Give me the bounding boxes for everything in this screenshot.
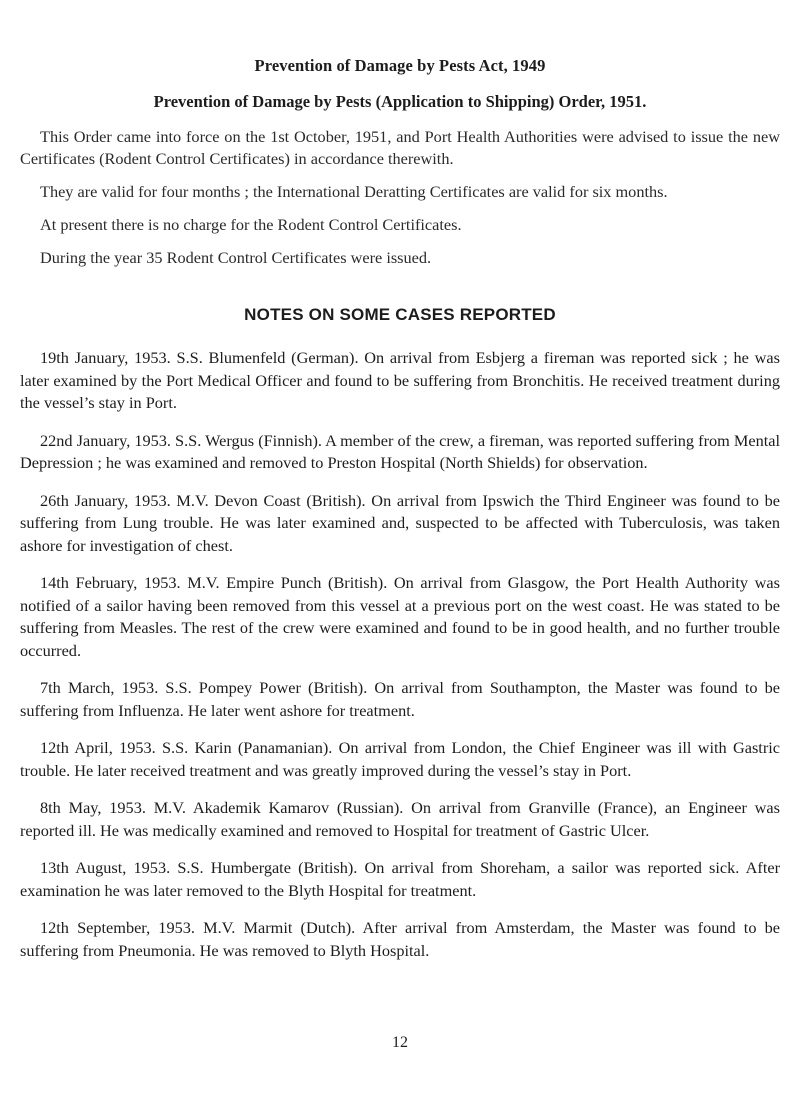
- case-paragraph: 22nd January, 1953. S.S. Wergus (Finnish). A member of the crew, a fireman, was reported suffering from Mental Depression ; he was examined and removed to Preston Hospital (North Shields) for observation.: [20, 430, 780, 472]
- case-paragraph: 13th August, 1953. S.S. Humbergate (British). On arrival from Shoreham, a sailor was reported sick. After examination he was later removed to the Blyth Hospital for treatment.: [20, 858, 780, 900]
- cases-section: [20, 347, 780, 962]
- document-page: [20, 56, 780, 977]
- case-paragraph: 12th September, 1953. M.V. Marmit (Dutch). After arrival from Amsterdam, the Master was found to be suffering from Pneumonia. He was removed to Blyth Hospital.: [20, 918, 780, 960]
- intro-paragraph: This Order came into force on the 1st October, 1951, and Port Health Authorities were advised to issue the new Certificates (Rodent Control Certificates) in accordance therewith.: [20, 127, 780, 168]
- intro-paragraph: During the year 35 Rodent Control Certificates were issued.: [40, 248, 432, 267]
- section-heading: NOTES ON SOME CASES REPORTED: [244, 305, 556, 324]
- intro-section: [20, 126, 780, 269]
- case-paragraph: 12th April, 1953. S.S. Karin (Panamanian). On arrival from London, the Chief Engineer was ill with Gastric trouble. He later received treatment and was greatly improved during the vessel’s stay in Port.: [20, 738, 780, 780]
- case-paragraph: 26th January, 1953. M.V. Devon Coast (British). On arrival from Ipswich the Third Engineer was found to be suffering from Lung trouble. He was later examined and, suspected to be affected with Tuberculosis, was taken ashore for investigation of chest.: [20, 490, 780, 555]
- page-number: 12: [392, 1034, 408, 1051]
- order-subtitle: Prevention of Damage by Pests (Application to Shipping) Order, 1951.: [153, 92, 647, 111]
- intro-paragraph: At present there is no charge for the Rodent Control Certificates.: [40, 215, 462, 234]
- intro-paragraph: They are valid for four months ; the International Deratting Certificates are valid for six months.: [40, 182, 668, 201]
- case-paragraph: 7th March, 1953. S.S. Pompey Power (British). On arrival from Southampton, the Master was found to be suffering from Influenza. He later went ashore for treatment.: [20, 678, 780, 720]
- case-paragraph: 8th May, 1953. M.V. Akademik Kamarov (Russian). On arrival from Granville (France), an Engineer was reported ill. He was medically examined and removed to Hospital for treatment of Gastric Ulcer.: [20, 798, 780, 840]
- case-paragraph: 14th February, 1953. M.V. Empire Punch (British). On arrival from Glasgow, the Port Health Authority was notified of a sailor having been removed from this vessel at a previous port on the west coast. He was stated to be suffering from Measles. The rest of the crew were examined and found to be in good health, and no further trouble occurred.: [20, 573, 780, 660]
- document-title: Prevention of Damage by Pests Act, 1949: [254, 56, 546, 75]
- case-paragraph: 19th January, 1953. S.S. Blumenfeld (German). On arrival from Esbjerg a fireman was reported sick ; he was later examined by the Port Medical Officer and found to be suffering from Bronchitis. He received treatment during the vessel’s stay in Port.: [20, 348, 780, 412]
